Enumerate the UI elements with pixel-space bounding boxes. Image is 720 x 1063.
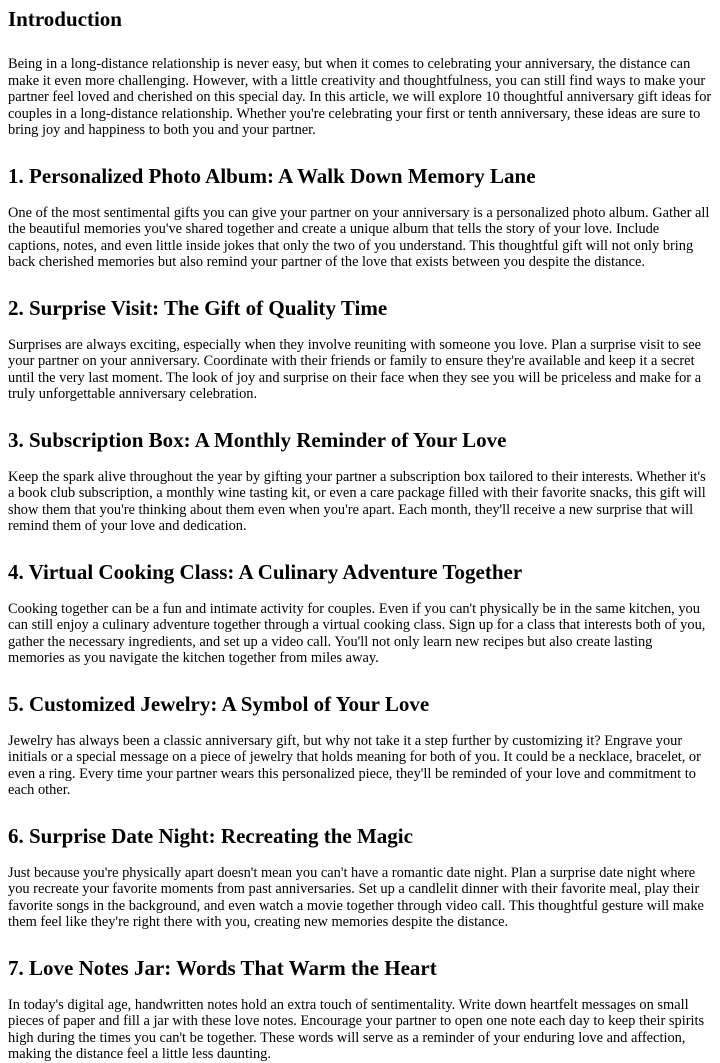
section-love-notes-jar bbox=[8, 955, 712, 1063]
section-heading: 2. Surprise Visit: The Gift of Quality Time bbox=[8, 295, 388, 320]
section-paragraph: In today's digital age, handwritten notes hold an extra touch of sentimentality. Write down heartfelt messages on small pieces of paper and fill a jar with these love notes. Encourage your partner to open one note each day to keep their spirits high during the times you can't be together. These words will serve as a reminder of your enduring love and affection, making the distance feel a little less daunting. bbox=[8, 996, 705, 1062]
article bbox=[0, 7, 720, 1063]
section-heading: 3. Subscription Box: A Monthly Reminder of Your Love bbox=[8, 427, 507, 452]
section-heading: 7. Love Notes Jar: Words That Warm the Heart bbox=[8, 955, 437, 980]
section-customized-jewelry bbox=[8, 691, 712, 799]
section-surprise-visit bbox=[8, 295, 712, 403]
intro-paragraph: Being in a long-distance relationship is never easy, but when it comes to celebrating your anniversary, the distance can make it even more challenging. However, with a little creativity and thoughtfulness, you can still find ways to make your partner feel loved and cherished on this special day. In this article, we will explore 10 thoughtful anniversary gift ideas for couples in a long-distance relationship. Whether you're celebrating your first or tenth anniversary, these ideas are sure to bring joy and happiness to both you and your partner. bbox=[8, 56, 712, 138]
section-date-night bbox=[8, 823, 712, 931]
section-subscription-box bbox=[8, 427, 712, 535]
section-paragraph: Jewelry has always been a classic anniversary gift, but why not take it a step further by customizing it? Engrave your initials or a special message on a piece of jewelry that holds meaning for both of you. It could be a necklace, bracelet, or even a ring. Every time your partner wears this personalized piece, they'll be reminded of your love and commitment to each other. bbox=[8, 732, 701, 798]
intro-heading: Introduction bbox=[8, 7, 122, 31]
section-heading: 1. Personalized Photo Album: A Walk Down Memory Lane bbox=[8, 163, 536, 188]
section-paragraph: One of the most sentimental gifts you can give your partner on your anniversary is a personalized photo album. Gather all the beautiful memories you've shared together and create a unique album that tells the story of your love. Include captions, notes, and even little inside jokes that only the two of you understand. This thoughtful gift will not only bring back cherished memories but also remind your partner of the love that exists between you despite the distance. bbox=[8, 204, 710, 270]
section-heading: 5. Customized Jewelry: A Symbol of Your Love bbox=[8, 691, 430, 716]
section-heading: 6. Surprise Date Night: Recreating the Magic bbox=[8, 823, 413, 848]
section-paragraph: Cooking together can be a fun and intimate activity for couples. Even if you can't physically be in the same kitchen, you can still enjoy a culinary adventure together through a virtual cooking class. Sign up for a class that interests both of you, gather the necessary ingredients, and set up a video call. You'll not only learn new recipes but also create lasting memories as you navigate the kitchen together from miles away. bbox=[8, 600, 706, 666]
section-cooking-class bbox=[8, 559, 712, 667]
section-paragraph: Just because you're physically apart doesn't mean you can't have a romantic date night. Plan a surprise date night where you recreate your favorite moments from past anniversaries. Set up a candlelit dinner with their favorite meal, play their favorite songs in the background, and even watch a movie together through video call. This thoughtful gesture will make them feel like they're right there with you, creating new memories despite the distance. bbox=[8, 864, 704, 930]
section-heading: 4. Virtual Cooking Class: A Culinary Adventure Together bbox=[8, 559, 523, 584]
section-paragraph: Surprises are always exciting, especially when they involve reuniting with someone you love. Plan a surprise visit to see your partner on your anniversary. Coordinate with their friends or family to ensure they're available and keep it a secret until the very last moment. The look of joy and surprise on their face when they see you will be priceless and make for a truly unforgettable anniversary celebration. bbox=[8, 336, 702, 402]
section-photo-album bbox=[8, 163, 712, 271]
section-paragraph: Keep the spark alive throughout the year by gifting your partner a subscription box tailored to their interests. Whether it's a book club subscription, a monthly wine tasting kit, or even a care package filled with their favorite snacks, this gift will show them that you're thinking about them even when you're apart. Each month, they'll receive a new surprise that will remind them of your love and dedication. bbox=[8, 468, 706, 534]
